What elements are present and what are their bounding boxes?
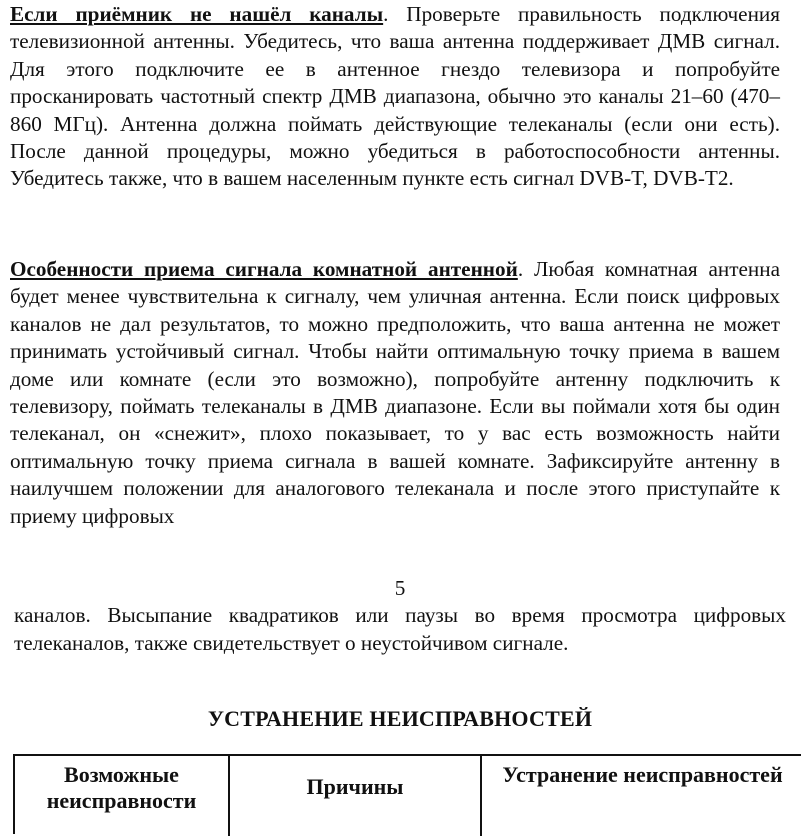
paragraph-heading: Особенности приема сигнала комнатной антенной [10, 257, 518, 281]
paragraph-continuation [14, 601, 786, 657]
page-number: 5 [394, 576, 406, 600]
paragraph-heading: Если приёмник не нашёл каналы [10, 2, 384, 26]
paragraph-indoor-antenna [10, 256, 780, 530]
troubleshooting-table [13, 754, 801, 834]
paragraph-no-channels [10, 1, 780, 193]
paragraph-text: . Любая комнатная антенна будет менее чувствительна к сигналу, чем уличная антенна. Если поиск цифровых каналов не дал результатов, то можно предположить, что ваша антенна не может принимать устойчивый сигнал. Чтобы найти оптимальную точку приема в вашем доме или комнате (если это возможно), попробуйте антенну подключить к телевизору, поймать телеканалы в ДМВ диапазоне. Если вы поймали хотя бы один телеканал, он «снежит», плохо показывает, то у вас есть возможность найти оптимальную точку приема сигнала в вашей комнате. Зафиксируйте антенну в наилучшем положении для аналогового телеканала и после этого приступайте к приему цифровых [10, 257, 780, 528]
table-header-causes: Причины [230, 756, 482, 836]
section-title: УСТРАНЕНИЕ НЕИСПРАВНОСТЕЙ [207, 706, 593, 731]
table-header-solutions: Устранение неисправностей [502, 762, 783, 787]
paragraph-text: . Проверьте правильность подключения телевизионной антенны. Убедитесь, что ваша антенна поддерживает ДМВ сигнал. Для этого подключите ее в антенное гнездо телевизора и попробуйте просканировать частотный спектр ДМВ диапазона, обычно это каналы 21–60 (470–860 МГц). Антенна должна поймать действующие телеканалы (если они есть). После данной процедуры, можно убедиться в работоспособности антенны. Убедитесь также, что в вашем населенным пункте есть сигнал DVB-T, DVB-T2. [10, 2, 781, 191]
table-header-problems: Возможные неисправности [15, 756, 230, 836]
paragraph-text: каналов. Высыпание квадратиков или паузы во время просмотра цифровых телеканалов, также свидетельствует о неустойчивом сигнале. [14, 603, 786, 655]
